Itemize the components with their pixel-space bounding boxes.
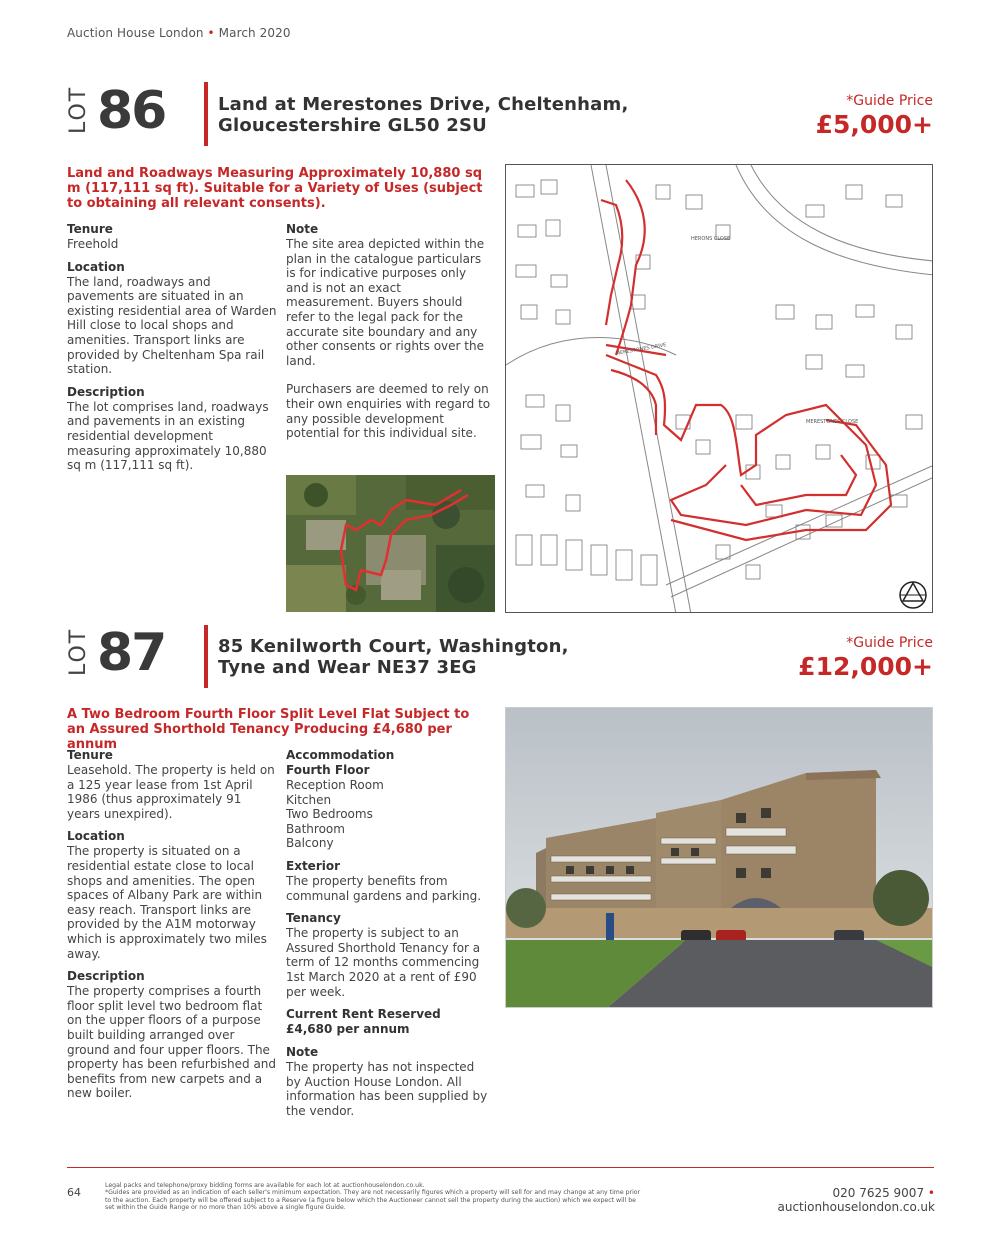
- tenancy-heading: Tenancy: [286, 911, 341, 926]
- footer-separator: •: [927, 1186, 935, 1200]
- floor-heading: Fourth Floor: [286, 763, 370, 777]
- issue-date: March 2020: [218, 26, 291, 40]
- title-accent-bar: [204, 82, 208, 146]
- location-text: The land, roadways and pavements are situated in an existing residential area of Warden Hill close to local shops and amenities. Transport links are provided by Cheltenham Spa rail station.: [67, 274, 277, 377]
- lot-title: [218, 94, 778, 136]
- publisher-name: Auction House London: [67, 26, 204, 40]
- guide-price-label: *Guide Price: [846, 635, 933, 651]
- description-heading: Description: [67, 384, 145, 399]
- guide-price: £12,000+: [798, 652, 933, 681]
- phone-number: 020 7625 9007: [832, 1186, 925, 1200]
- title-accent-bar: [204, 625, 208, 688]
- site-plan-drawing: [506, 165, 933, 613]
- current-rent-heading: Current Rent Reserved £4,680 per annum: [286, 1007, 441, 1037]
- tenancy-text: The property is subject to an Assured Shorthold Tenancy for a term of 12 months commencing 1st March 2020 at a rent of £90 per week.: [286, 926, 481, 999]
- lot-title: [218, 636, 778, 678]
- lot-title-line-1: Land at Merestones Drive, Cheltenham,: [218, 94, 629, 115]
- left-column: [67, 222, 277, 473]
- note-heading: Note: [286, 1045, 319, 1060]
- right-column: [286, 222, 491, 441]
- location-heading: Location: [67, 829, 125, 844]
- description-heading: Description: [67, 969, 145, 984]
- room-item: Two Bedrooms: [286, 807, 373, 822]
- accommodation-heading: Accommodation: [286, 748, 395, 762]
- note-text: The site area depicted within the plan in the catalogue particulars is for indicative purposes only and is not an exact measurement. Buyers should refer to the legal pack for the accurate site boundary and any other consents or rights over the land.: [286, 237, 485, 368]
- tenure-text: Leasehold. The property is held on a 125 year lease from 1st April 1986 (thus approximately 91 years unexpired).: [67, 763, 275, 821]
- room-item: Balcony: [286, 836, 334, 851]
- note-text: The property has not inspected by Auction House London. All information has been supplied by the vendor.: [286, 1060, 488, 1118]
- description-text: The lot comprises land, roadways and pavements in an existing residential development measuring approximately 10,880 sq m (117,111 sq ft).: [67, 399, 269, 473]
- lot-title-line-2: Tyne and Wear NE37 3EG: [218, 657, 477, 678]
- footer-fine-print: [105, 1182, 645, 1212]
- right-column: [286, 748, 491, 1119]
- lot-number: 86: [97, 81, 166, 141]
- note-heading: Note: [286, 222, 319, 236]
- exterior-text: The property benefits from communal gardens and parking.: [286, 873, 482, 903]
- running-header: [67, 26, 291, 40]
- tenure-heading: Tenure: [67, 748, 113, 762]
- lot-title-line-2: Gloucestershire GL50 2SU: [218, 115, 487, 136]
- lot-number: 87: [97, 623, 166, 683]
- aerial-photo: [286, 475, 495, 612]
- room-item: Reception Room: [286, 778, 384, 792]
- description-text: The property comprises a fourth floor split level two bedroom flat on the upper floors of a purpose built building arranged over ground and four upper floors. The property has been refurbished and benefits from new carpets and a new boiler.: [67, 984, 277, 1101]
- lot-title-line-1: 85 Kenilworth Court, Washington,: [218, 636, 569, 657]
- lot-label: LOT: [66, 627, 91, 676]
- guide-price: £5,000+: [815, 110, 933, 139]
- lot-summary: A Two Bedroom Fourth Floor Split Level Flat Subject to an Assured Shorthold Tenancy Producing £4,680 per annum: [67, 707, 470, 752]
- site-plan-map: [505, 164, 933, 613]
- property-photo: [505, 707, 933, 1008]
- note-text-2: Purchasers are deemed to rely on their own enquiries with regard to any possible development potential for this individual site.: [286, 382, 491, 441]
- map-label: HERONS CLOSE: [691, 236, 731, 242]
- header-separator: •: [207, 26, 215, 40]
- website-link[interactable]: auctionhouselondon.co.uk: [777, 1200, 935, 1214]
- location-text: The property is situated on a residential estate close to local shops and amenities. The open spaces of Albany Park are within easy reach. Transport links are provided by the A1M motorway which is approximately two miles away.: [67, 844, 267, 961]
- lot-summary: Land and Roadways Measuring Approximately 10,880 sq m (117,111 sq ft). Suitable for a Variety of Uses (subject to obtaining all relevant consents).: [67, 166, 483, 211]
- page-number: 64: [67, 1186, 81, 1199]
- legal-line-2: *Guides are provided as an indication of each seller's minimum expectation. They are not necessarily figures which a property will sell for and may change at any time prior to the auction. Each property will be offered subject to a Reserve (a figure below which the Auctioneer cannot sell the property during the auction) which we expect will be set within the Guide Range or no more than 10% above a single figure Guide.: [105, 1189, 641, 1212]
- footer-rule: [67, 1167, 934, 1168]
- location-heading: Location: [67, 259, 125, 274]
- guide-price-label: *Guide Price: [846, 93, 933, 109]
- map-label: MERESTONES DRIVE: [615, 342, 667, 357]
- room-item: Bathroom: [286, 821, 345, 836]
- tenure-heading: Tenure: [67, 222, 113, 236]
- legal-line-1: Legal packs and telephone/proxy bidding forms are available for each lot at auctionhouselondon.co.uk.: [105, 1182, 425, 1189]
- room-item: Kitchen: [286, 792, 332, 807]
- left-column: [67, 748, 277, 1101]
- map-label: MERESTONES CLOSE: [806, 419, 859, 425]
- footer-contact: [690, 1186, 935, 1214]
- tenure-text: Freehold: [67, 237, 119, 251]
- exterior-heading: Exterior: [286, 858, 341, 873]
- aerial-photo-image: [286, 475, 495, 612]
- property-photo-image: [506, 708, 933, 1008]
- lot-label: LOT: [66, 85, 91, 134]
